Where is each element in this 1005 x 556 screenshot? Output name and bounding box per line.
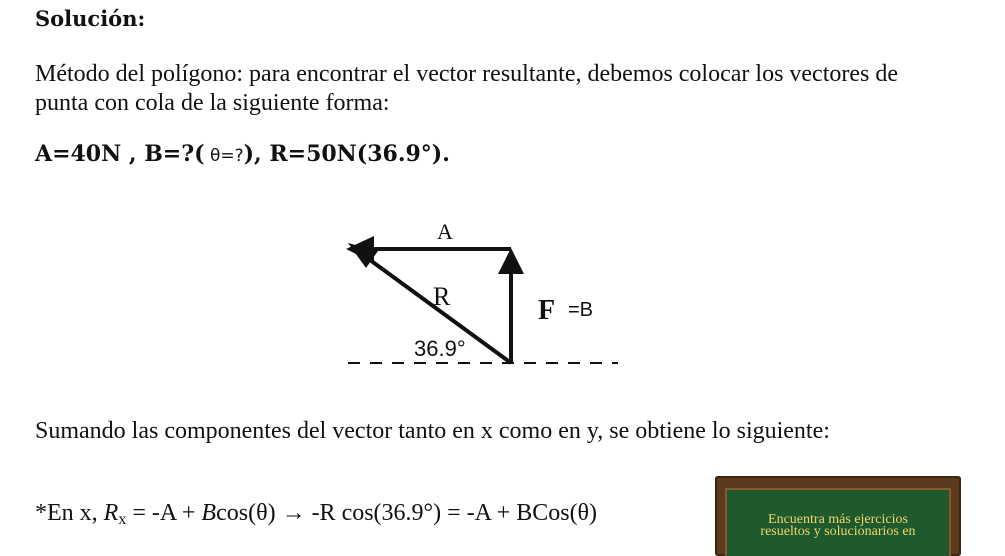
givens-prefix: A=40N , B=?(	[35, 141, 205, 167]
givens-suffix: ), R=50N(36.9°).	[243, 141, 450, 167]
promo-text	[715, 514, 961, 538]
promo-banner[interactable]	[715, 476, 961, 556]
label-a: A	[437, 219, 453, 244]
angle-label: 36.9°	[414, 336, 466, 361]
sum-paragraph: Sumando las componentes del vector tanto en x como en y, se obtiene lo siguiente:	[35, 418, 830, 444]
label-equals-b: =B	[568, 299, 594, 321]
vector-b-head	[498, 248, 524, 274]
eq-part2: cos(θ) → -R cos(36.9°) = -A + BCos(θ)	[216, 500, 598, 526]
label-f: F	[538, 295, 556, 326]
eq-r-symbol	[104, 500, 127, 526]
given-values	[35, 141, 450, 167]
method-paragraph: Método del polígono: para encontrar el vector resultante, debemos colocar los vectores de punta con cola de la siguiente forma:	[35, 61, 899, 116]
vector-polygon-diagram	[330, 210, 630, 375]
promo-line2: resueltos y solucionarios en	[760, 524, 916, 539]
givens-theta: θ=?	[204, 146, 244, 166]
eq-prefix: *En x,	[35, 500, 104, 526]
eq-r-subscript: x	[118, 511, 127, 528]
label-r: R	[433, 282, 451, 311]
section-heading: Solución:	[35, 6, 146, 31]
eq-part1: = -A +	[126, 500, 202, 526]
x-component-equation	[35, 500, 597, 529]
eq-r-letter: R	[103, 500, 119, 526]
promo-line1: Encuentra más ejercicios	[768, 512, 908, 527]
eq-b-symbol: B	[201, 500, 217, 526]
